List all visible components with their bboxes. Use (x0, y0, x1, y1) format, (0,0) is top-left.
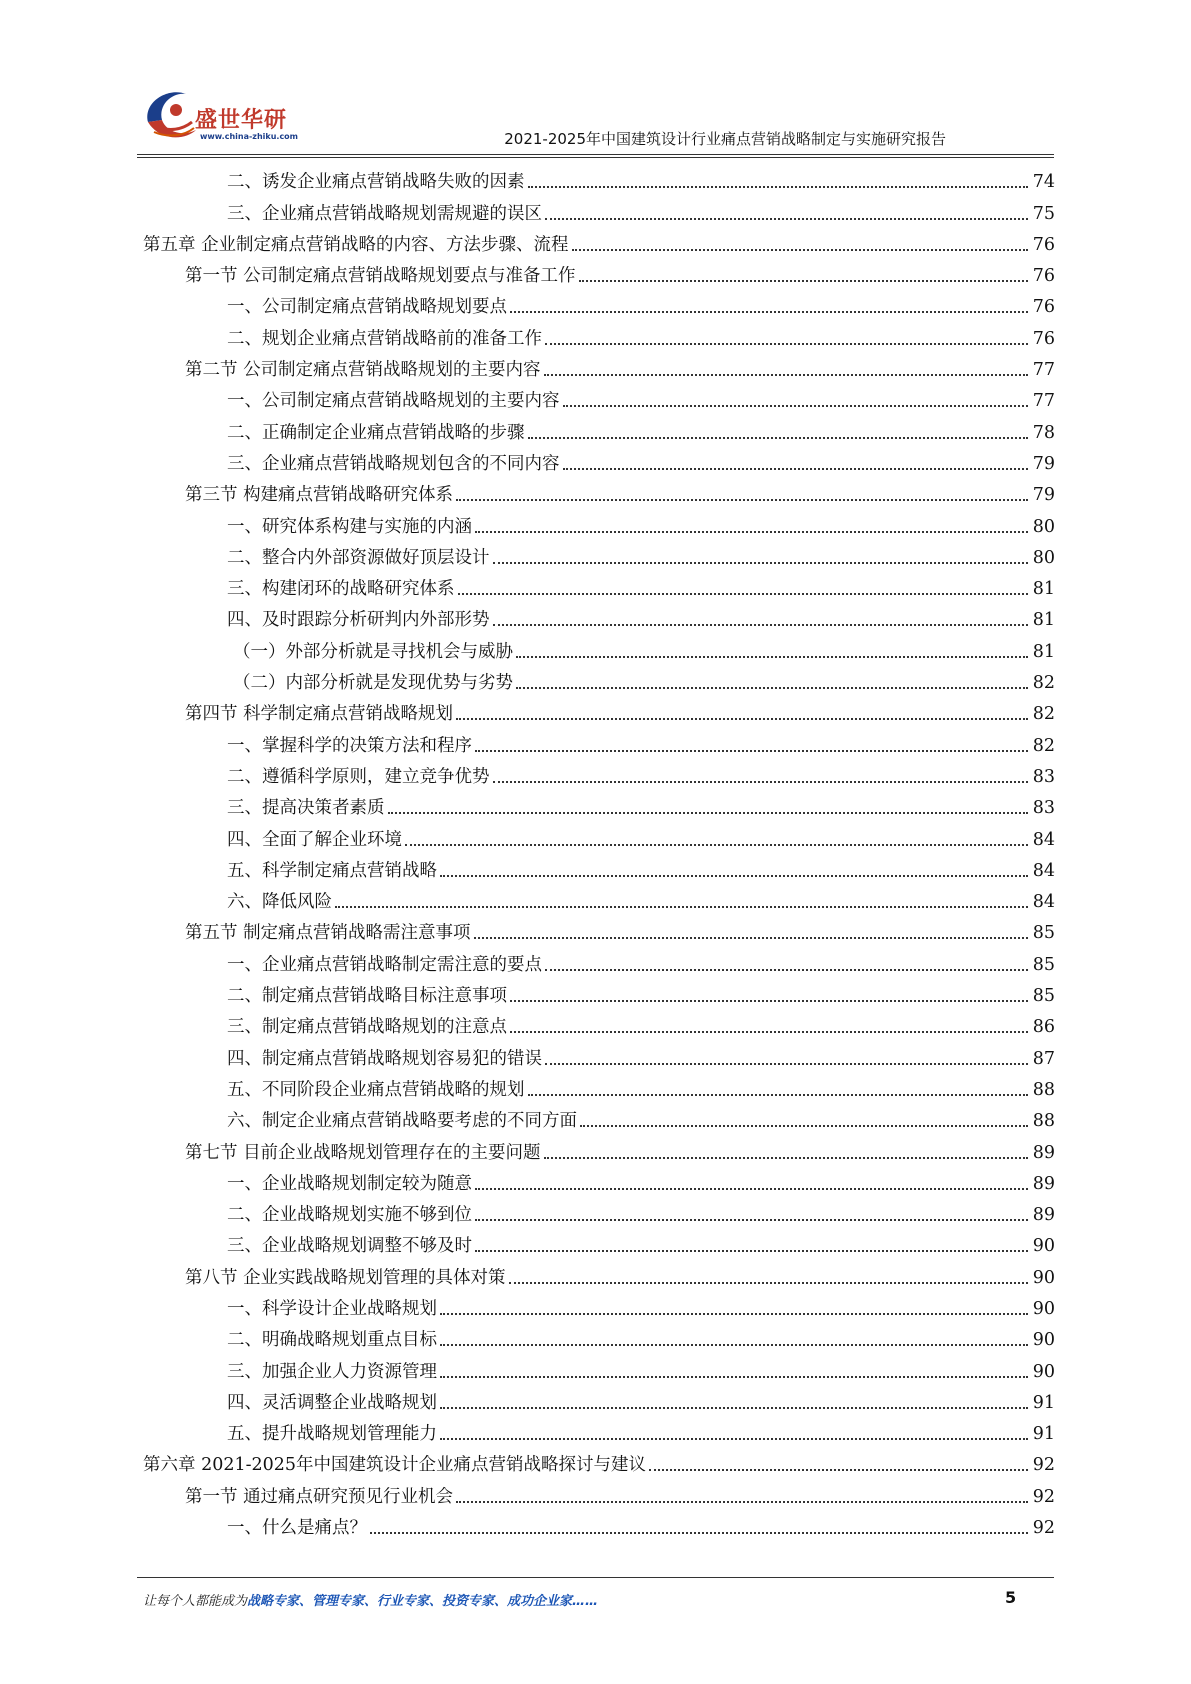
toc-entry-title: 四、制定痛点营销战略规划容易犯的错误 (227, 1048, 542, 1069)
toc-entry-title: 五、科学制定痛点营销战略 (227, 860, 437, 881)
toc-entry[interactable] (143, 819, 1055, 850)
footer-divider (137, 1577, 1054, 1578)
toc-entry-page: 92 (1032, 1486, 1055, 1507)
toc-entry-page: 82 (1032, 673, 1055, 694)
footer-slogan-prefix: 让每个人都能成为 (143, 1594, 248, 1609)
toc-entry-title: 第八节 企业实践战略规划管理的具体对策 (185, 1267, 506, 1288)
toc-dot-leader (545, 1063, 1028, 1065)
toc-dot-leader (493, 781, 1029, 783)
toc-entry[interactable] (143, 193, 1055, 224)
toc-dot-leader (545, 343, 1028, 345)
toc-entry-title: 第一节 公司制定痛点营销战略规划要点与准备工作 (185, 266, 576, 287)
toc-entry[interactable] (143, 506, 1055, 537)
toc-dot-leader (545, 218, 1028, 220)
toc-entry-page: 85 (1032, 923, 1055, 944)
table-of-contents (143, 162, 1055, 1539)
toc-dot-leader (516, 656, 1028, 658)
page-number: 5 (1005, 1588, 1017, 1607)
toc-entry[interactable] (143, 1164, 1055, 1195)
toc-dot-leader (544, 1157, 1028, 1159)
toc-entry[interactable] (143, 1383, 1055, 1414)
toc-entry-page: 81 (1032, 579, 1055, 600)
toc-entry[interactable] (143, 1476, 1055, 1507)
toc-entry-page: 76 (1032, 328, 1055, 349)
toc-entry[interactable] (143, 976, 1055, 1007)
footer-slogan-highlight: 战略专家、管理专家、行业专家、投资专家、成功企业家…… (247, 1594, 599, 1609)
toc-entry-page: 79 (1032, 485, 1055, 506)
toc-dot-leader (440, 1313, 1028, 1315)
toc-entry-page: 76 (1032, 234, 1055, 255)
header-divider (137, 154, 1054, 155)
toc-dot-leader (475, 1219, 1028, 1221)
toc-dot-leader (475, 1250, 1028, 1252)
toc-entry-page: 92 (1032, 1518, 1055, 1539)
toc-entry[interactable] (143, 1445, 1055, 1476)
toc-dot-leader (370, 1532, 1028, 1534)
toc-entry-page: 74 (1032, 172, 1055, 193)
toc-entry[interactable] (143, 694, 1055, 725)
toc-entry-title: 二、制定痛点营销战略目标注意事项 (227, 986, 507, 1007)
toc-dot-leader (563, 405, 1029, 407)
toc-entry-page: 80 (1032, 547, 1055, 568)
toc-entry-page: 91 (1032, 1392, 1055, 1413)
toc-entry-page: 86 (1032, 1017, 1055, 1038)
toc-entry[interactable] (143, 757, 1055, 788)
toc-entry-title: 第五章 企业制定痛点营销战略的内容、方法步骤、流程 (143, 234, 569, 255)
toc-entry[interactable] (143, 162, 1055, 193)
toc-dot-leader (475, 1188, 1028, 1190)
toc-entry[interactable] (143, 1414, 1055, 1445)
toc-dot-leader (335, 906, 1028, 908)
toc-entry-page: 83 (1032, 766, 1055, 787)
toc-entry-title: 三、企业痛点营销战略规划包含的不同内容 (227, 453, 560, 474)
toc-entry-title: 四、及时跟踪分析研判内外部形势 (227, 610, 490, 631)
toc-entry[interactable] (143, 318, 1055, 349)
toc-entry-page: 76 (1032, 266, 1055, 287)
toc-entry-page: 84 (1032, 860, 1055, 881)
toc-entry[interactable] (143, 444, 1055, 475)
toc-dot-leader (509, 1282, 1028, 1284)
toc-dot-leader (440, 875, 1028, 877)
toc-entry[interactable] (143, 350, 1055, 381)
toc-entry[interactable] (143, 600, 1055, 631)
toc-entry[interactable] (143, 725, 1055, 756)
toc-dot-leader (572, 249, 1028, 251)
toc-entry-title: 一、企业战略规划制定较为随意 (227, 1173, 472, 1194)
toc-entry[interactable] (143, 569, 1055, 600)
toc-entry-page: 84 (1032, 892, 1055, 913)
toc-entry-title: 四、全面了解企业环境 (227, 829, 402, 850)
toc-entry[interactable] (143, 1038, 1055, 1069)
toc-entry-title: 第五节 制定痛点营销战略需注意事项 (185, 923, 471, 944)
toc-entry-page: 80 (1032, 516, 1055, 537)
toc-dot-leader (458, 593, 1029, 595)
toc-entry-title: 一、公司制定痛点营销战略规划要点 (227, 297, 507, 318)
toc-entry[interactable] (143, 1257, 1055, 1288)
toc-entry-title: 二、诱发企业痛点营销战略失败的因素 (227, 172, 525, 193)
toc-entry-title: 一、什么是痛点？ (227, 1518, 367, 1539)
toc-entry[interactable] (143, 788, 1055, 819)
toc-dot-leader (528, 437, 1029, 439)
footer-slogan (143, 1590, 598, 1609)
toc-entry-title: 第七节 目前企业战略规划管理存在的主要问题 (185, 1142, 541, 1163)
toc-entry-title: 第一节 通过痛点研究预见行业机会 (185, 1486, 454, 1507)
toc-entry-title: 二、整合内外部资源做好顶层设计 (227, 547, 490, 568)
toc-entry-page: 77 (1032, 391, 1055, 412)
toc-entry-title: 一、企业痛点营销战略制定需注意的要点 (227, 954, 542, 975)
toc-entry[interactable] (143, 1508, 1055, 1539)
toc-entry[interactable] (143, 1195, 1055, 1226)
toc-dot-leader (510, 1031, 1028, 1033)
logo-text: 盛世华研 (195, 108, 288, 133)
toc-dot-leader (528, 186, 1029, 188)
toc-entry-title: 一、掌握科学的决策方法和程序 (227, 735, 472, 756)
toc-entry-page: 90 (1032, 1361, 1055, 1382)
toc-dot-leader (580, 1125, 1028, 1127)
toc-entry[interactable] (143, 225, 1055, 256)
toc-dot-leader (475, 531, 1028, 533)
toc-entry-page: 85 (1032, 986, 1055, 1007)
toc-dot-leader (510, 1000, 1028, 1002)
toc-entry-title: 二、企业战略规划实施不够到位 (227, 1205, 472, 1226)
toc-dot-leader (528, 1094, 1029, 1096)
toc-entry-page: 82 (1032, 735, 1055, 756)
toc-entry-page: 81 (1032, 610, 1055, 631)
toc-entry-title: 第四节 科学制定痛点营销战略规划 (185, 704, 454, 725)
toc-entry-title: 六、制定企业痛点营销战略要考虑的不同方面 (227, 1111, 577, 1132)
toc-entry-title: 一、公司制定痛点营销战略规划的主要内容 (227, 391, 560, 412)
toc-entry-page: 77 (1032, 360, 1055, 381)
toc-entry[interactable] (143, 475, 1055, 506)
toc-dot-leader (388, 812, 1029, 814)
toc-entry[interactable] (143, 1320, 1055, 1351)
toc-dot-leader (649, 1469, 1028, 1471)
toc-entry[interactable] (143, 944, 1055, 975)
toc-entry[interactable] (143, 631, 1055, 662)
toc-entry-title: 五、不同阶段企业痛点营销战略的规划 (227, 1079, 525, 1100)
toc-entry[interactable] (143, 851, 1055, 882)
toc-entry-page: 92 (1032, 1455, 1055, 1476)
toc-entry[interactable] (143, 882, 1055, 913)
toc-dot-leader (545, 969, 1028, 971)
toc-entry-title: 三、制定痛点营销战略规划的注意点 (227, 1017, 507, 1038)
toc-entry-page: 87 (1032, 1048, 1055, 1069)
toc-entry-page: 88 (1032, 1111, 1055, 1132)
toc-dot-leader (405, 844, 1028, 846)
header-divider-thin (137, 157, 1054, 158)
toc-dot-leader (440, 1344, 1028, 1346)
toc-entry-title: 一、科学设计企业战略规划 (227, 1298, 437, 1319)
toc-entry-page: 89 (1032, 1205, 1055, 1226)
toc-dot-leader (493, 624, 1029, 626)
toc-entry[interactable] (143, 1226, 1055, 1257)
toc-entry-title: 一、研究体系构建与实施的内涵 (227, 516, 472, 537)
toc-entry-title: 五、提升战略规划管理能力 (227, 1424, 437, 1445)
toc-entry[interactable] (143, 381, 1055, 412)
toc-entry-page: 81 (1032, 641, 1055, 662)
toc-entry-page: 89 (1032, 1142, 1055, 1163)
toc-entry-page: 82 (1032, 704, 1055, 725)
toc-entry-title: 六、降低风险 (227, 892, 332, 913)
toc-dot-leader (475, 750, 1028, 752)
toc-dot-leader (440, 1438, 1028, 1440)
toc-entry[interactable] (143, 663, 1055, 694)
toc-entry[interactable] (143, 1101, 1055, 1132)
toc-entry-title: （一）外部分析就是寻找机会与威胁 (233, 641, 513, 662)
toc-entry-page: 85 (1032, 954, 1055, 975)
toc-entry-page: 83 (1032, 798, 1055, 819)
toc-entry-title: 二、正确制定企业痛点营销战略的步骤 (227, 422, 525, 443)
toc-dot-leader (456, 718, 1028, 720)
toc-entry[interactable] (143, 913, 1055, 944)
toc-dot-leader (456, 1501, 1028, 1503)
toc-entry-title: 四、灵活调整企业战略规划 (227, 1392, 437, 1413)
toc-entry-title: 三、提高决策者素质 (227, 798, 385, 819)
toc-entry-page: 88 (1032, 1079, 1055, 1100)
report-title: 2021-2025年中国建筑设计行业痛点营销战略制定与实施研究报告 (504, 130, 946, 148)
logo-url: www.china-zhiku.com (200, 132, 299, 141)
toc-dot-leader (516, 687, 1028, 689)
toc-entry-page: 78 (1032, 422, 1055, 443)
toc-entry-page: 75 (1032, 203, 1055, 224)
toc-entry-title: 二、明确战略规划重点目标 (227, 1330, 437, 1351)
toc-dot-leader (563, 468, 1029, 470)
toc-entry-page: 89 (1032, 1173, 1055, 1194)
toc-entry-page: 84 (1032, 829, 1055, 850)
toc-entry-title: 三、构建闭环的战略研究体系 (227, 579, 455, 600)
page-header (0, 0, 1191, 160)
toc-entry[interactable] (143, 1132, 1055, 1163)
toc-entry[interactable] (143, 1289, 1055, 1320)
toc-entry[interactable] (143, 412, 1055, 443)
toc-entry-title: 三、加强企业人力资源管理 (227, 1361, 437, 1382)
toc-entry-title: 二、遵循科学原则，建立竞争优势 (227, 766, 490, 787)
toc-entry[interactable] (143, 1070, 1055, 1101)
toc-dot-leader (510, 311, 1028, 313)
toc-entry-title: 第三节 构建痛点营销战略研究体系 (185, 485, 454, 506)
toc-entry-title: 第二节 公司制定痛点营销战略规划的主要内容 (185, 360, 541, 381)
toc-entry[interactable] (143, 1351, 1055, 1382)
toc-entry[interactable] (143, 256, 1055, 287)
toc-entry-title: 二、规划企业痛点营销战略前的准备工作 (227, 328, 542, 349)
toc-entry-page: 90 (1032, 1330, 1055, 1351)
toc-entry-page: 79 (1032, 453, 1055, 474)
toc-entry[interactable] (143, 538, 1055, 569)
toc-entry-title: 三、企业痛点营销战略规划需规避的误区 (227, 203, 542, 224)
toc-entry-page: 91 (1032, 1424, 1055, 1445)
toc-entry[interactable] (143, 287, 1055, 318)
toc-dot-leader (440, 1376, 1028, 1378)
toc-entry-page: 76 (1032, 297, 1055, 318)
toc-entry-page: 90 (1032, 1267, 1055, 1288)
toc-entry[interactable] (143, 1007, 1055, 1038)
toc-dot-leader (440, 1407, 1028, 1409)
toc-dot-leader (456, 499, 1028, 501)
toc-dot-leader (579, 280, 1028, 282)
toc-entry-title: （二）内部分析就是发现优势与劣势 (233, 673, 513, 694)
toc-dot-leader (544, 374, 1028, 376)
toc-dot-leader (474, 937, 1028, 939)
toc-dot-leader (493, 562, 1029, 564)
toc-entry-page: 90 (1032, 1298, 1055, 1319)
toc-entry-page: 90 (1032, 1236, 1055, 1257)
toc-entry-title: 三、企业战略规划调整不够及时 (227, 1236, 472, 1257)
toc-entry-title: 第六章 2021-2025年中国建筑设计企业痛点营销战略探讨与建议 (143, 1455, 647, 1476)
